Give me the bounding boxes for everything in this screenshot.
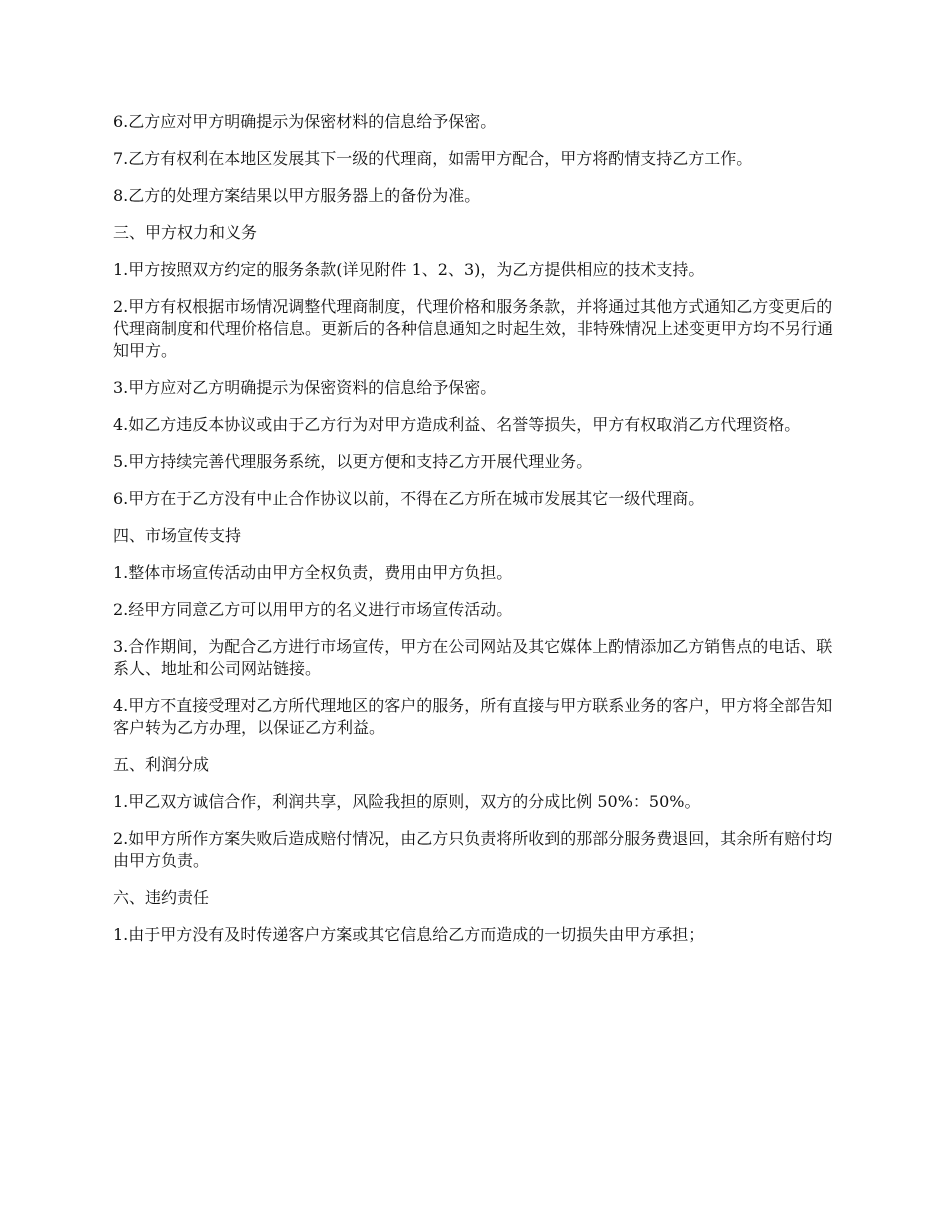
- paragraph: 1.甲乙双方诚信合作，利润共享，风险我担的原则，双方的分成比例 50%：50%。: [113, 792, 701, 811]
- paragraph: 1.甲方按照双方约定的服务条款(详见附件 1、2、3)，为乙方提供相应的技术支持。: [113, 260, 705, 279]
- paragraph: 1.整体市场宣传活动由甲方全权负责，费用由甲方负担。: [113, 563, 513, 582]
- paragraph: 3.甲方应对乙方明确提示为保密资料的信息给予保密。: [113, 378, 497, 397]
- paragraph: 7.乙方有权利在本地区发展其下一级的代理商，如需甲方配合，甲方将酌情支持乙方工作。: [113, 149, 753, 168]
- paragraph: 5.甲方持续完善代理服务系统，以更方便和支持乙方开展代理业务。: [113, 452, 593, 471]
- section-heading: 六、违约责任: [113, 888, 210, 907]
- paragraph: 2.经甲方同意乙方可以用甲方的名义进行市场宣传活动。: [113, 600, 513, 619]
- paragraph: 4.如乙方违反本协议或由于乙方行为对甲方造成利益、名誉等损失，甲方有权取消乙方代理资格。: [113, 415, 801, 434]
- paragraph: 2.甲方有权根据市场情况调整代理商制度，代理价格和服务条款，并将通过其他方式通知乙方变更后的代理商制度和代理价格信息。更新后的各种信息通知之时起生效，非特殊情况上述变更甲方均不另行通知甲方。: [113, 297, 834, 360]
- paragraph: 4.甲方不直接受理对乙方所代理地区的客户的服务，所有直接与甲方联系业务的客户，甲方将全部告知客户转为乙方办理，以保证乙方利益。: [113, 696, 833, 737]
- paragraph: 2.如甲方所作方案失败后造成赔付情况，由乙方只负责将所收到的那部分服务费退回，其余所有赔付均由甲方负责。: [113, 829, 833, 870]
- section-heading: 五、利润分成: [113, 755, 210, 774]
- paragraph: 8.乙方的处理方案结果以甲方服务器上的备份为准。: [113, 186, 481, 205]
- paragraph: 3.合作期间，为配合乙方进行市场宣传，甲方在公司网站及其它媒体上酌情添加乙方销售点的电话、联系人、地址和公司网站链接。: [113, 637, 833, 678]
- paragraph: 6.甲方在于乙方没有中止合作协议以前，不得在乙方所在城市发展其它一级代理商。: [113, 489, 705, 508]
- section-heading: 三、甲方权力和义务: [113, 223, 258, 242]
- document-body: [113, 111, 840, 961]
- paragraph: 6.乙方应对甲方明确提示为保密材料的信息给予保密。: [113, 112, 497, 131]
- section-heading: 四、市场宣传支持: [113, 526, 242, 545]
- paragraph: 1.由于甲方没有及时传递客户方案或其它信息给乙方而造成的一切损失由甲方承担；: [113, 925, 705, 944]
